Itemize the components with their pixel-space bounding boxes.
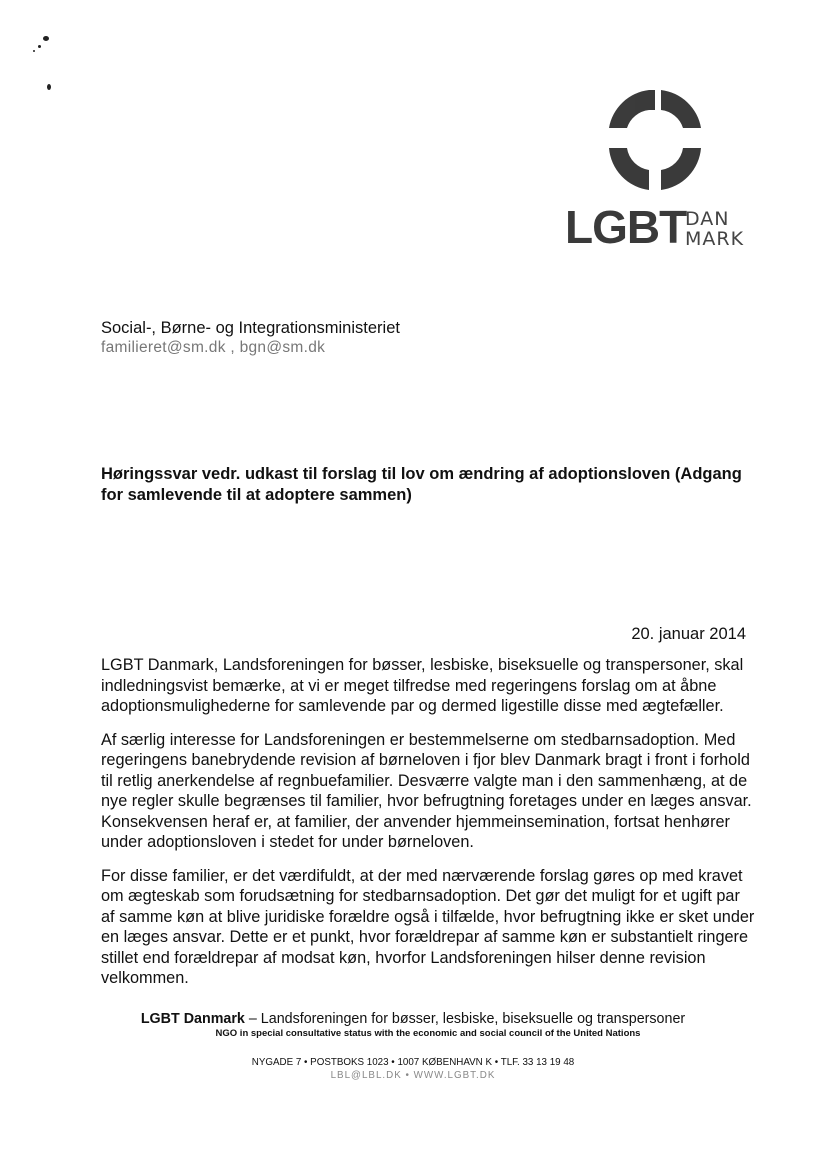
letter-body <box>101 655 756 1002</box>
logo-mark-text: MARK <box>685 228 745 250</box>
subject-heading: Høringssvar vedr. udkast til forslag til lov om ændring af adoptionsloven (Adgang for samlevende til at adoptere sammen) <box>101 465 742 504</box>
footer-address: NYGADE 7 • POSTBOKS 1023 • 1007 KØBENHAVN K • TLF. 33 13 19 48 <box>251 1057 575 1068</box>
letter-footer <box>0 1010 826 1082</box>
recipient-name: Social-, Børne- og Integrationsministeriet <box>101 319 400 337</box>
paragraph: Af særlig interesse for Landsforeningen er bestemmelserne om stedbarnsadoption. Med regeringens banebrydende revision af børneloven i fjor blev Danmark bragt i front i forhold til retlig anerkendelse af regnbuefamilier. Desværre valgte man i den sammenhæng, at de nye regler skulle begrænses til familier, hvor befrugtning foretages under en læges ansvar. Konsekvensen heraf er, at familier, der anvender hjemmeinsemination, fortsat henhører under adoptionsloven i stedet for under børneloven. <box>101 730 752 851</box>
letter-date: 20. januar 2014 <box>631 625 746 643</box>
recipient-block <box>101 318 400 358</box>
logo-wordmark: LGBT <box>565 201 687 253</box>
footer-org-name: LGBT Danmark <box>140 1011 245 1027</box>
paragraph: For disse familier, er det værdifuldt, at der med nærværende forslag gøres op med kravet om ægteskab som forudsætning for stedbarnsadoption. Det gør det muligt for et ugift par af samme køn at blive juridiske forældre også i tilfælde, hvor befrugtning ikke er sket under en læges ansvar. Dette er et punkt, hvor forældrepar af samme køn er substantielt ringere stillet end forældrepar af modsat køn, hvorfor Landsforeningen hilser denne revision velkommen. <box>101 866 755 987</box>
footer-org-line <box>0 1010 826 1028</box>
circle-logo-icon <box>605 88 705 192</box>
paragraph: LGBT Danmark, Landsforeningen for bøsser, lesbiske, biseksuelle og transpersoner, skal indledningsvist bemærke, at vi er meget tilfredse med regeringens forslag om at åbne adoptionsmulighederne for samlevende par og dermed ligestille disse med ægtefæller. <box>101 656 744 715</box>
footer-org-desc: – Landsforeningen for bøsser, lesbiske, biseksuelle og transpersoner <box>244 1011 686 1027</box>
footer-ngo-status: NGO in special consultative status with the economic and social council of the United Nations <box>215 1028 641 1039</box>
footer-web: LBL@LBL.DK • WWW.LGBT.DK <box>330 1070 496 1081</box>
lgbt-danmark-logo <box>565 88 745 258</box>
recipient-emails: familieret@sm.dk , bgn@sm.dk <box>101 339 326 356</box>
logo-dan-text: DAN <box>685 208 730 230</box>
